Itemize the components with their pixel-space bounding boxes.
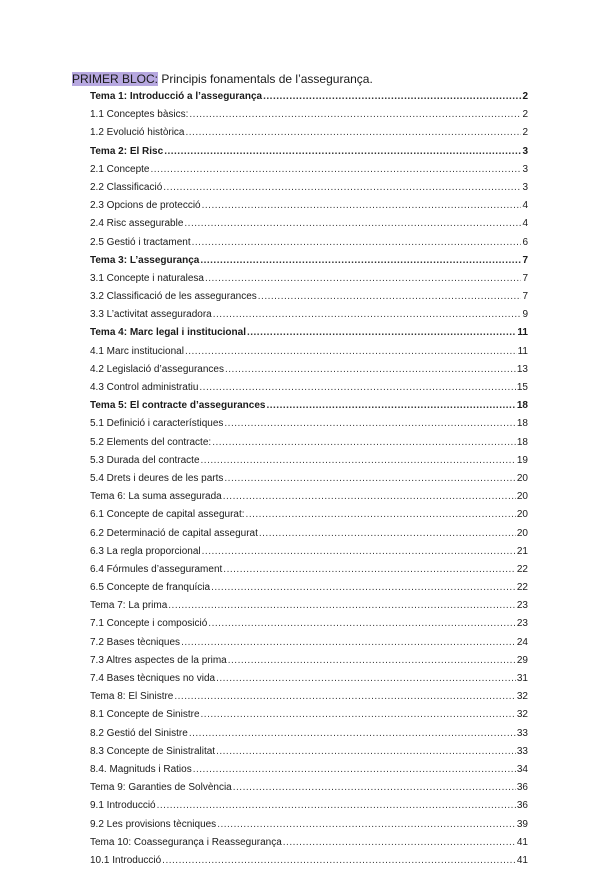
toc-entry-title: Tema 3: L’assegurança — [90, 254, 200, 266]
toc-entry-page-number: 22 — [516, 563, 528, 575]
toc-entry[interactable] — [90, 473, 528, 491]
toc-entry-title: 2.2 Classificació — [90, 181, 163, 193]
toc-entry-title: 7.2 Bases tècniques — [90, 636, 181, 648]
toc-entry-title: 2.3 Opcions de protecció — [90, 200, 201, 212]
toc-leader-dots — [258, 291, 522, 302]
toc-entry-title: 2.4 Risc assegurable — [90, 218, 184, 230]
toc-leader-dots — [246, 509, 516, 520]
toc-entry[interactable] — [90, 673, 528, 691]
toc-leader-dots — [202, 546, 516, 557]
toc-entry[interactable] — [90, 91, 528, 109]
toc-entry[interactable] — [90, 237, 528, 255]
toc-leader-dots — [224, 418, 515, 429]
toc-entry-page-number: 32 — [516, 691, 528, 703]
toc-leader-dots — [228, 655, 516, 666]
toc-entry-page-number: 19 — [516, 454, 528, 466]
toc-entry-page-number: 11 — [517, 345, 528, 357]
toc-entry[interactable] — [90, 146, 528, 164]
toc-leader-dots — [192, 237, 522, 248]
toc-leader-dots — [216, 673, 516, 684]
toc-entry[interactable] — [90, 291, 528, 309]
toc-entry[interactable] — [90, 491, 528, 509]
toc-entry-page-number: 2 — [522, 91, 528, 102]
toc-leader-dots — [189, 728, 516, 739]
toc-entry-title: 4.3 Control administratiu — [90, 382, 199, 393]
toc-entry-page-number: 20 — [516, 527, 528, 539]
toc-entry-title: 6.5 Concepte de franquícia — [90, 582, 211, 594]
toc-entry-page-number: 6 — [522, 236, 528, 248]
toc-entry-title: 6.2 Determinació de capital assegurat — [90, 527, 258, 539]
toc-entry-page-number: 18 — [516, 418, 528, 430]
toc-leader-dots — [233, 782, 516, 793]
toc-entry[interactable] — [90, 819, 528, 837]
table-of-contents — [90, 91, 528, 873]
toc-leader-dots — [200, 255, 521, 266]
toc-leader-dots — [199, 382, 515, 393]
toc-leader-dots — [174, 691, 516, 702]
toc-entry[interactable] — [90, 764, 528, 782]
toc-entry[interactable] — [90, 509, 528, 527]
toc-entry-title: 1.1 Conceptes bàsics: — [90, 109, 189, 121]
toc-entry[interactable] — [90, 709, 528, 727]
toc-entry[interactable] — [90, 655, 528, 673]
toc-entry-page-number: 41 — [516, 854, 528, 866]
toc-entry-title: Tema 4: Marc legal i institucional — [90, 327, 246, 339]
toc-entry-page-number: 7 — [522, 254, 528, 266]
toc-entry-page-number: 24 — [516, 636, 528, 648]
toc-entry-title: 6.3 La regla proporcional — [90, 545, 201, 557]
toc-entry-title: 3.2 Classificació de les assegurances — [90, 291, 257, 303]
toc-entry-page-number: 33 — [516, 745, 528, 757]
toc-entry-page-number: 9 — [522, 309, 528, 321]
toc-entry-title: Tema 10: Coassegurança i Reassegurança — [90, 836, 282, 848]
toc-leader-dots — [186, 127, 522, 138]
toc-entry[interactable] — [90, 400, 528, 418]
toc-entry[interactable] — [90, 564, 528, 582]
toc-entry-page-number: 11 — [517, 327, 528, 339]
toc-entry[interactable] — [90, 582, 528, 600]
toc-entry-page-number: 20 — [516, 472, 528, 484]
toc-entry-title: 5.1 Definició i característiques — [90, 418, 224, 430]
toc-entry-title: 5.2 Elements del contracte: — [90, 436, 212, 448]
toc-entry-page-number: 20 — [516, 509, 528, 521]
toc-entry-title: 8.2 Gestió del Sinistre — [90, 727, 188, 739]
toc-leader-dots — [216, 746, 516, 757]
toc-leader-dots — [181, 637, 516, 648]
toc-leader-dots — [168, 600, 516, 611]
toc-entry[interactable] — [90, 309, 528, 327]
toc-leader-dots — [223, 564, 516, 575]
toc-entry-title: 5.4 Drets i deures de les parts — [90, 472, 224, 484]
toc-leader-dots — [162, 855, 516, 866]
toc-leader-dots — [217, 819, 516, 830]
toc-entry-page-number: 4 — [522, 200, 528, 212]
toc-entry[interactable] — [90, 327, 528, 345]
toc-entry[interactable] — [90, 364, 528, 382]
toc-leader-dots — [212, 437, 516, 448]
toc-entry[interactable] — [90, 455, 528, 473]
toc-entry-page-number: 7 — [522, 272, 528, 284]
toc-entry[interactable] — [90, 600, 528, 618]
toc-entry[interactable] — [90, 746, 528, 764]
toc-leader-dots — [193, 764, 516, 775]
toc-entry[interactable] — [90, 418, 528, 436]
toc-entry[interactable] — [90, 255, 528, 273]
toc-entry-page-number: 3 — [522, 145, 528, 157]
toc-entry-page-number: 41 — [516, 836, 528, 848]
toc-entry-title: 8.1 Concepte de Sinistre — [90, 709, 200, 721]
toc-entry[interactable] — [90, 382, 528, 400]
toc-entry-page-number: 3 — [522, 181, 528, 193]
toc-entry-title: Tema 5: El contracte d’assegurances — [90, 400, 266, 412]
toc-entry-title: 8.3 Concepte de Sinistralitat — [90, 745, 216, 757]
toc-entry[interactable] — [90, 528, 528, 546]
toc-entry-page-number: 4 — [522, 218, 528, 230]
toc-leader-dots — [151, 164, 522, 175]
toc-entry[interactable] — [90, 618, 528, 636]
toc-entry-title: 7.4 Bases tècniques no vida — [90, 673, 216, 684]
toc-entry[interactable] — [90, 218, 528, 236]
toc-entry-title: Tema 1: Introducció a l’assegurança — [90, 91, 263, 102]
toc-leader-dots — [205, 273, 521, 284]
toc-entry-page-number: 21 — [516, 545, 528, 557]
toc-entry-title: Tema 9: Garanties de Solvència — [90, 782, 232, 794]
toc-entry-page-number: 29 — [516, 654, 528, 666]
toc-entry[interactable] — [90, 691, 528, 709]
toc-entry-title: 5.3 Durada del contracte — [90, 454, 200, 466]
toc-entry[interactable] — [90, 855, 528, 873]
toc-entry[interactable] — [90, 728, 528, 746]
toc-leader-dots — [202, 200, 522, 211]
toc-entry[interactable] — [90, 637, 528, 655]
toc-entry-page-number: 33 — [516, 727, 528, 739]
toc-entry-page-number: 2 — [522, 127, 528, 139]
toc-entry-page-number: 23 — [516, 600, 528, 612]
toc-entry[interactable] — [90, 273, 528, 291]
toc-entry-title: 2.5 Gestió i tractament — [90, 236, 191, 248]
toc-leader-dots — [184, 218, 521, 229]
toc-entry-title: Tema 6: La suma assegurada — [90, 491, 222, 503]
toc-entry-page-number: 22 — [516, 582, 528, 594]
toc-entry-title: Tema 7: La prima — [90, 600, 168, 612]
toc-entry[interactable] — [90, 837, 528, 855]
toc-entry-page-number: 18 — [516, 400, 528, 412]
toc-entry-page-number: 36 — [516, 800, 528, 812]
toc-entry-page-number: 2 — [522, 109, 528, 121]
toc-leader-dots — [208, 618, 516, 629]
toc-entry-title: 4.2 Legislació d’assegurances — [90, 363, 224, 375]
toc-leader-dots — [164, 146, 521, 157]
block-label-highlight: PRIMER BLOC: — [72, 72, 159, 86]
toc-leader-dots — [283, 837, 516, 848]
toc-entry-page-number: 15 — [516, 382, 528, 393]
toc-leader-dots — [224, 473, 515, 484]
toc-leader-dots — [157, 800, 516, 811]
toc-entry-title: 3.1 Concepte i naturalesa — [90, 272, 204, 284]
toc-entry-page-number: 36 — [516, 782, 528, 794]
toc-entry-title: 2.1 Concepte — [90, 163, 150, 175]
toc-entry[interactable] — [90, 437, 528, 455]
toc-entry-page-number: 31 — [516, 673, 528, 684]
toc-entry-page-number: 23 — [516, 618, 528, 630]
toc-entry-title: 6.4 Fórmules d’assegurament — [90, 563, 223, 575]
toc-entry-title: 6.1 Concepte de capital assegurat: — [90, 509, 245, 521]
toc-entry[interactable] — [90, 546, 528, 564]
toc-leader-dots — [247, 327, 516, 338]
toc-entry-page-number: 3 — [522, 163, 528, 175]
toc-leader-dots — [189, 109, 521, 120]
toc-entry[interactable] — [90, 346, 528, 364]
toc-entry-title: 9.2 Les provisions tècniques — [90, 818, 217, 830]
toc-entry-page-number: 32 — [516, 709, 528, 721]
toc-entry-page-number: 20 — [516, 491, 528, 503]
toc-entry-title: 8.4. Magnituds i Ratios — [90, 763, 192, 775]
toc-entry-page-number: 7 — [522, 291, 528, 303]
toc-leader-dots — [201, 709, 516, 720]
toc-entry-title: 7.3 Altres aspectes de la prima — [90, 654, 227, 666]
toc-leader-dots — [223, 491, 516, 502]
toc-leader-dots — [263, 91, 521, 102]
toc-leader-dots — [163, 182, 521, 193]
toc-entry-title: Tema 8: El Sinistre — [90, 691, 174, 703]
toc-entry-title: 4.1 Marc institucional — [90, 345, 184, 357]
toc-entry-page-number: 13 — [516, 363, 528, 375]
toc-leader-dots — [211, 582, 516, 593]
block-title: Principis fonamentals de l’assegurança. — [158, 72, 373, 86]
toc-entry-title: Tema 2: El Risc — [90, 145, 164, 157]
toc-entry[interactable] — [90, 200, 528, 218]
toc-entry[interactable] — [90, 800, 528, 818]
toc-leader-dots — [185, 346, 517, 357]
toc-entry[interactable] — [90, 127, 528, 145]
toc-entry-page-number: 39 — [516, 818, 528, 830]
toc-entry-page-number: 18 — [516, 436, 528, 448]
toc-leader-dots — [266, 400, 515, 411]
toc-entry[interactable] — [90, 109, 528, 127]
toc-leader-dots — [225, 364, 516, 375]
toc-leader-dots — [213, 309, 522, 320]
toc-leader-dots — [259, 528, 516, 539]
toc-entry-title: 10.1 Introducció — [90, 854, 162, 866]
toc-entry-title: 1.2 Evolució històrica — [90, 127, 185, 139]
toc-entry-title: 3.3 L’activitat asseguradora — [90, 309, 212, 321]
toc-entry-title: 9.1 Introducció — [90, 800, 156, 812]
toc-entry[interactable] — [90, 182, 528, 200]
toc-entry-page-number: 34 — [516, 763, 528, 775]
toc-entry[interactable] — [90, 782, 528, 800]
block-heading — [72, 71, 373, 87]
toc-entry-title: 7.1 Concepte i composició — [90, 618, 208, 630]
toc-entry[interactable] — [90, 164, 528, 182]
toc-leader-dots — [201, 455, 516, 466]
